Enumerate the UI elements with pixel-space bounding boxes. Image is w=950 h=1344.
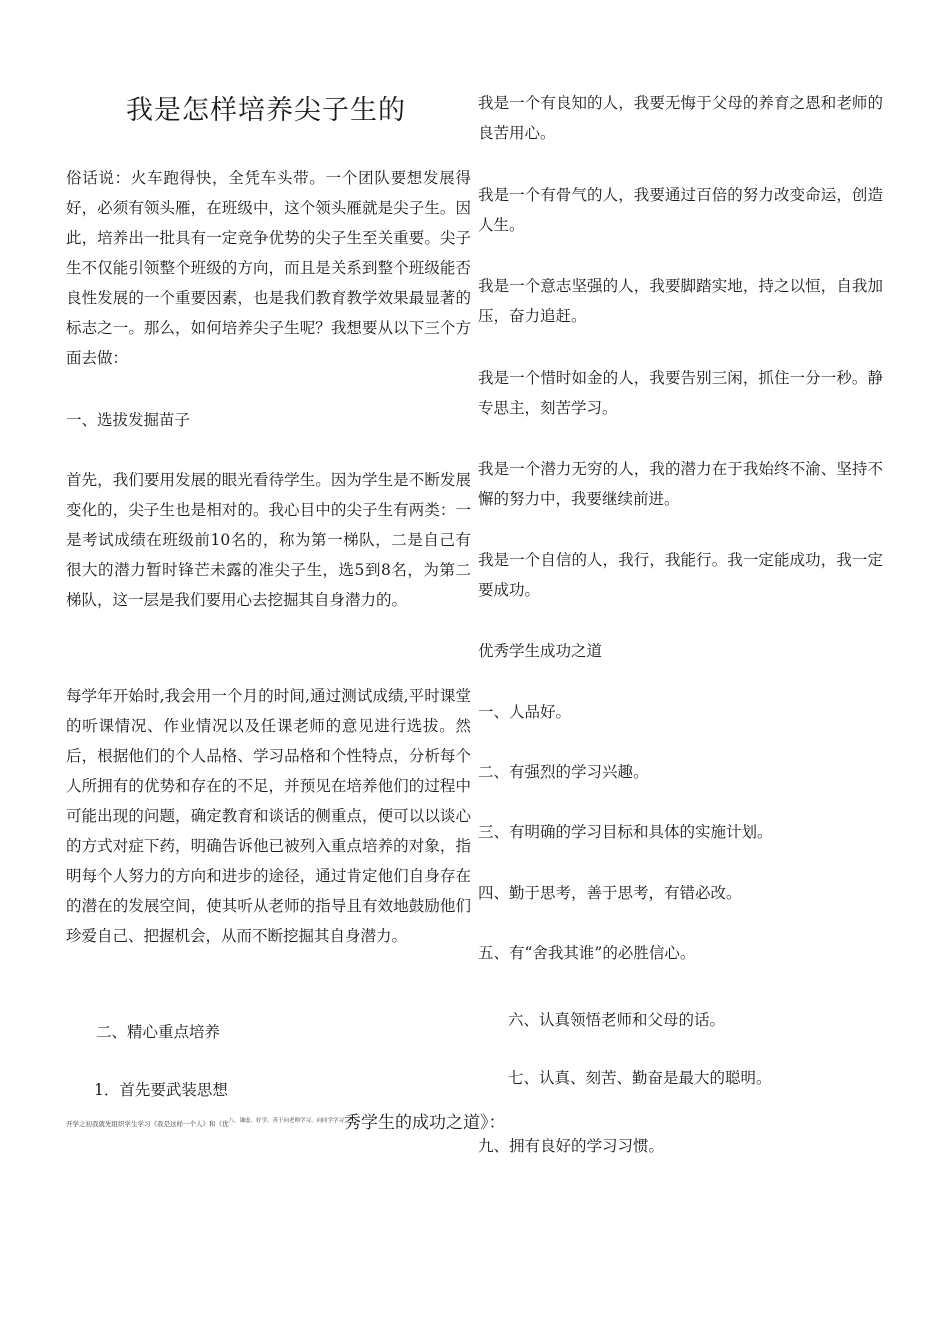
statement-5: 我是一个潜力无穷的人，我的潜力在于我始终不渝、坚持不懈的努力中，我要继续前进。 [478, 460, 883, 508]
section2-heading: 二、精心重点培养 [96, 1023, 221, 1041]
section1-paragraph-1: 首先，我们要用发展的眼光看待学生。因为学生是不断发展变化的，尖子生也是相对的。我心目中的尖子生有两类：一是考试成绩在班级前10名的，称为第一梯队，二是自己有很大的潜力暂时锋芒未露的准尖子生，选5到8名，为第二梯队，这一层是我们要用心去挖掘其自身潜力的。 [66, 471, 471, 609]
statement-6: 我是一个自信的人，我行，我能行。我一定能成功，我一定要成功。 [478, 551, 883, 599]
success-heading: 优秀学生成功之道 [478, 642, 603, 660]
success-item-3: 三、有明确的学习目标和具体的实施计划。 [478, 823, 773, 841]
intro-paragraph: 俗话说：火车跑得快，全凭车头带。一个团队要想发展得好，必须有领头雁，在班级中，这个领头雁就是尖子生。因此，培养出一批具有一定竞争优势的尖子生至关重要。尖子生不仅能引领整个班级的方向，而且是关系到整个班级能否良性发展的一个重要因素，也是我们教育教学效果最显著的标志之一。那么，如何培养尖子生呢？我想要从以下三个方面去做： [66, 169, 471, 367]
footer-line [66, 1108, 506, 1138]
section1-paragraph-2: 每学年开始时,我会用一个月的时间,通过测试成绩,平时课堂的听课情况、作业情况以及任课老师的意见进行选拔。然后，根据他们的个人品格、学习品格和个性特点，分析每个人所拥有的优势和存在的不足，并预见在培养他们的过程中可能出现的问题，确定教育和谈话的侧重点，便可以以谈心的方式对症下药，明确告诉他已被列入重点培养的对象，指明每个人努力的方向和进步的途径，通过肯定他们自身存在的潜在的发展空间，使其听从老师的指导且有效地鼓励他们珍爱自己、把握机会，从而不断挖掘其自身潜力。 [66, 687, 471, 945]
success-item-1: 一、人品好。 [478, 703, 572, 721]
section1-heading: 一、选拔发掘苗子 [66, 411, 191, 429]
success-item-4: 四、勤于思考，善于思考，有错必改。 [478, 884, 742, 902]
success-item-7: 七、认真、刻苦、勤奋是最大的聪明。 [508, 1069, 772, 1087]
success-item-9: 九、拥有良好的学习习惯。 [478, 1137, 665, 1155]
statement-2: 我是一个有骨气的人，我要通过百倍的努力改变命运，创造人生。 [478, 186, 883, 234]
statement-3: 我是一个意志坚强的人，我要脚踏实地，持之以恒，自我加压，奋力追赶。 [478, 277, 883, 325]
section2-subheading: 1．首先要武装思想 [94, 1081, 228, 1099]
footer-large-text: 秀学生的成功之道》： [344, 1113, 506, 1133]
success-item-5: 五、有“舍我其谁”的必胜信心。 [478, 944, 696, 962]
success-item-6: 六、认真领悟老师和父母的话。 [508, 1011, 726, 1029]
footer-tiny-text: 八、谦虚、好学、善于向老师学习、向同学学习 [228, 1118, 345, 1124]
statement-4: 我是一个惜时如金的人，我要告别三闲，抓住一分一秒。静专思主，刻苦学习。 [478, 369, 883, 417]
success-item-2: 二、有强烈的学习兴趣。 [478, 763, 649, 781]
statement-1: 我是一个有良知的人，我要无悔于父母的养育之恩和老师的良苦用心。 [478, 94, 883, 142]
page-title: 我是怎样培养尖子生的 [126, 95, 406, 126]
footer-small-text: 开学之初我就先组织学生学习《我是这样一个人》和《优 [66, 1120, 229, 1128]
